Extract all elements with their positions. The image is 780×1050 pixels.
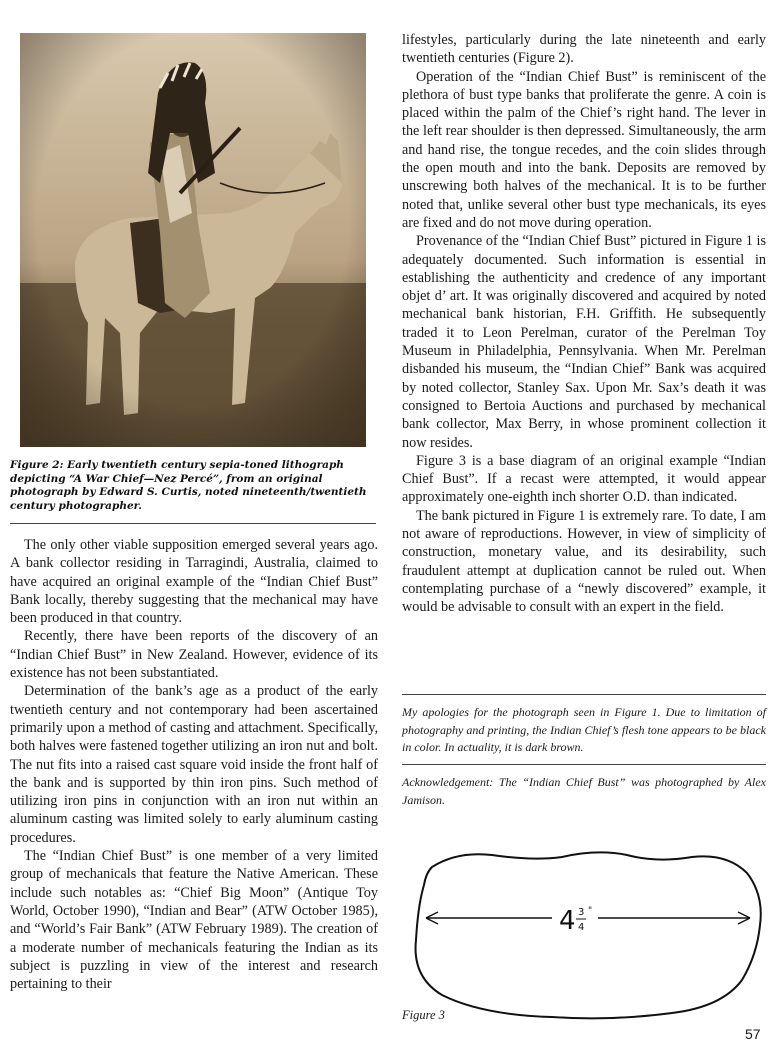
figure2-photograph <box>20 33 366 447</box>
paragraph: The “Indian Chief Bust” is one member of a very limited group of mechanicals that feature the Native American. These include such notables as: “Chief Big Moon” (Antique Toy World, October 1990), “Indian and Bear” (ATW October 1985), and “World’s Fair Bank” (ATW February 1989). The creation of a moderate number of mechanicals featuring the Indian as its subject is puzzling in view of the interest and research pertaining to their <box>10 848 378 993</box>
figure3-base-diagram <box>402 845 766 1025</box>
figure3-label: Figure 3 <box>402 1008 445 1022</box>
paragraph: Provenance of the “Indian Chief Bust” pictured in Figure 1 is adequately documented. Such information is essential in establishing the authenticity and credence of any important objet d’ art. It was originally discovered and acquired by noted mechanical bank historian, F.H. Griffith. He subsequently traded it to Leon Perelman, curator of the Perelman Toy Museum in Philadelphia, Pennsylvania. When Mr. Perelman disbanded his museum, the “Indian Chief” Bank was acquired by noted collector, Stanley Sax. Upon Mr. Sax’s death it was consigned to Bertoia Auctions and purchased by mechanical bank collector, Max Berry, in whose prominent collection it now resides. <box>402 233 766 451</box>
right-column <box>402 31 766 617</box>
base-outline <box>416 852 761 1018</box>
dimension-numerator: 3 <box>578 907 585 918</box>
caption-divider <box>10 523 376 524</box>
left-column <box>10 536 378 993</box>
paragraph: The only other viable supposition emerged several years ago. A bank collector residing in Tarragindi, Australia, claimed to have acquired an original example of the “Indian Chief Bust” Bank locally, thereby suggesting that the mechanical may have been produced in that country. <box>10 537 378 627</box>
note-divider-middle <box>402 764 766 765</box>
acknowledgement-note: Acknowledgement: The “Indian Chief Bust” was photographed by Alex Jamison. <box>402 775 766 807</box>
paragraph: lifestyles, particularly during the late nineteenth and early twentieth centuries (Figure 2). <box>402 32 766 67</box>
paragraph: Figure 3 is a base diagram of an original example “Indian Chief Bust”. If a recast were attempted, it would appear approximately one-eighth inch shorter O.D. than indicated. <box>402 452 766 506</box>
paragraph: Recently, there have been reports of the discovery of an “Indian Chief Bust” in New Zealand. However, evidence of its existence has not been substantiated. <box>10 628 378 682</box>
dimension-denominator: 4 <box>578 922 585 933</box>
dimension-unit: " <box>588 906 593 916</box>
figure2-caption: Figure 2: Early twentieth century sepia-toned lithograph depicting “A War Chief—Nez Percé”, from an original photograph by Edward S. Curtis, noted nineteenth/twentieth century photographer. <box>10 459 367 512</box>
paragraph: Operation of the “Indian Chief Bust” is reminiscent of the plethora of bust type banks that proliferate the genre. A coin is placed within the palm of the Chief’s right hand. The lever in the left rear shoulder is then depressed. Simultaneously, the arm and hand rise, the tongue recedes, and the coin slides through the open mouth and into the bank. Deposits are removed by unscrewing both halves of the mechanical. It is to be further noted that, unlike several other bust type mechanicals, its eyes are fixed and do not move during operation. <box>402 68 766 231</box>
paragraph: Determination of the bank’s age as a product of the early twentieth century and not contemporary had been ascertained primarily upon a method of casting and attachment. Specifically, both halves were fastened together utilizing an iron nut and bolt. The nut fits into a raised cast square void inside the front half of the bank and is supported by thin iron pins. Such method of utilizing iron pins in conjunction with an iron nut within an aluminum casting was limited solely to early aluminum casting procedures. <box>10 683 378 846</box>
page-number: 57 <box>745 1026 761 1042</box>
dimension-whole: 4 <box>559 906 576 936</box>
note-divider-top <box>402 694 766 695</box>
apology-note: My apologies for the photograph seen in Figure 1. Due to limitation of photography and printing, the Indian Chief’s flesh tone appears to be black in color. In actuality, it is dark brown. <box>402 705 766 754</box>
paragraph: The bank pictured in Figure 1 is extremely rare. To date, I am not aware of reproductions. However, in view of simplicity of construction, monetary value, and its desirability, such fraudulent attempt at duplication cannot be ruled out. When contemplating purchase of a “newly discovered” example, it would be advisable to consult with an expert in the field. <box>402 507 766 616</box>
